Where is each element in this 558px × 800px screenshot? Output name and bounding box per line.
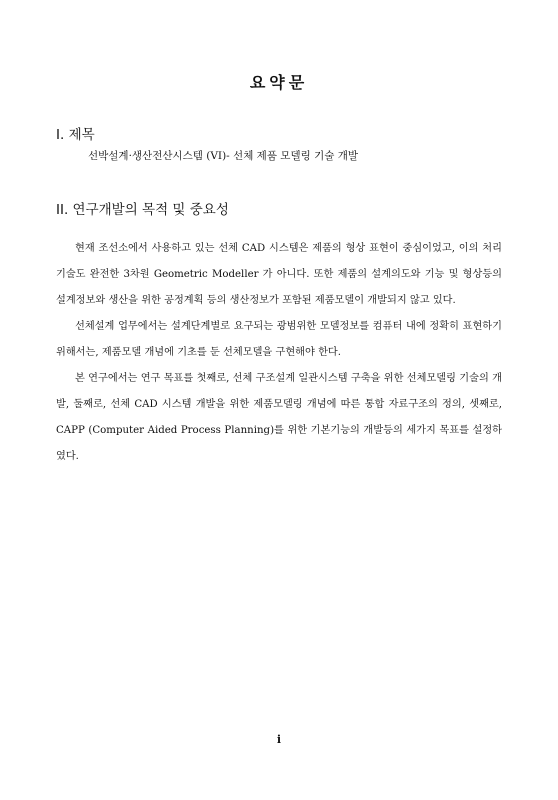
section-heading-title: I. 제목 — [56, 127, 95, 143]
document-title: 요약문 — [249, 73, 309, 92]
section-heading-purpose: II. 연구개발의 목적 및 중요성 — [56, 202, 229, 218]
section-body — [56, 236, 502, 470]
paragraph-3: 본 연구에서는 연구 목표를 첫째로, 선체 구조설계 일관시스템 구축을 위한 선체모델링 기술의 개발, 둘째로, 선체 CAD 시스템 개발을 위한 제품모델링 개념에 따른 통합 자료구조의 정의, 셋째로, CAPP (Computer Aided Process Planning)를 위한 기본기능의 개발등의 세가지 목표를 설정하였다. — [56, 373, 502, 462]
page-number: i — [276, 733, 282, 746]
project-title: 선박설계·생산전산시스템 (VI)- 선체 제품 모델링 기술 개발 — [88, 150, 358, 162]
paragraph-2: 선체설계 업무에서는 설계단계별로 요구되는 광범위한 모델정보를 컴퓨터 내에 정확히 표현하기 위해서는, 제품모델 개념에 기초를 둔 선체모델을 구현해야 한다. — [56, 321, 502, 358]
paragraph-1: 현재 조선소에서 사용하고 있는 선체 CAD 시스템은 제품의 형상 표현이 중심이었고, 이의 처리기술도 완전한 3차원 Geometric Modeller 가 아니다. 또한 제품의 설계의도와 기능 및 형상등의 설계정보와 생산을 위한 공정계획 등의 생산정보가 포함된 제품모델이 개발되지 않고 있다. — [56, 243, 502, 306]
